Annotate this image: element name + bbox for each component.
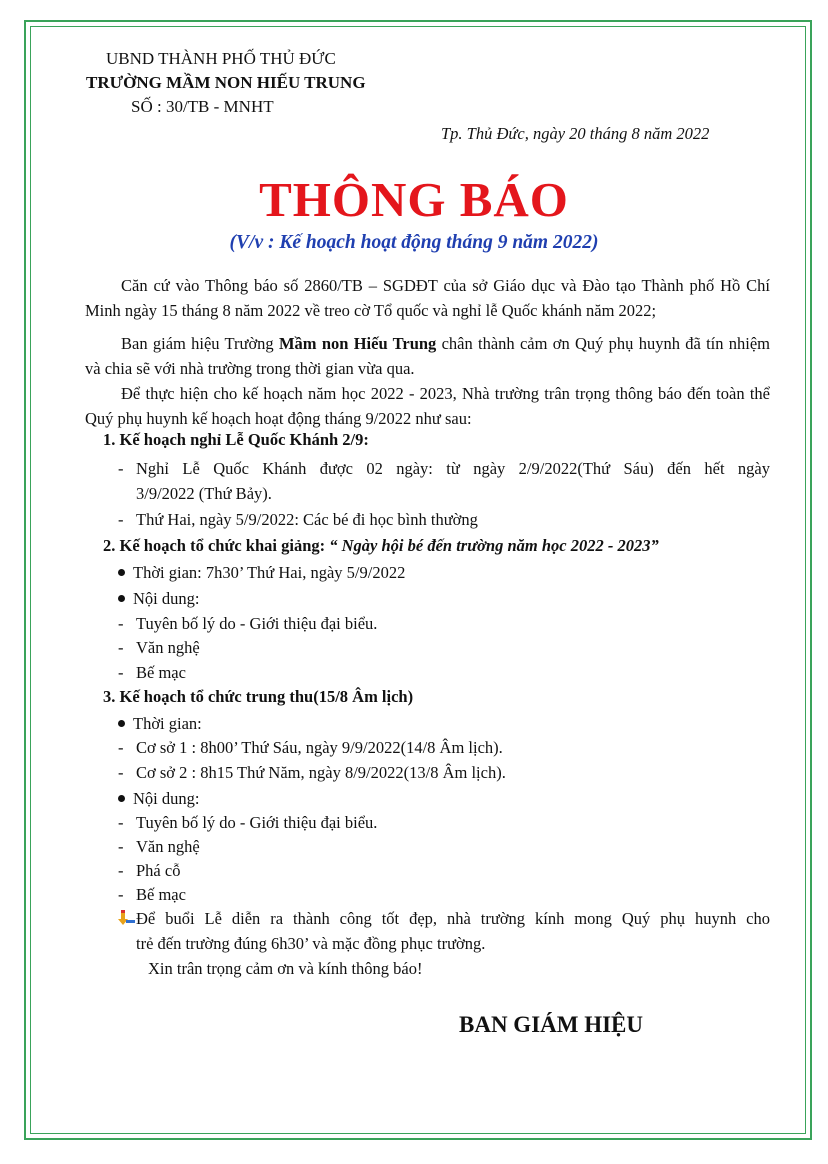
section-2-content-text: Nội dung: — [133, 589, 200, 608]
section-1-heading: 1. Kế hoạch nghỉ Lễ Quốc Khánh 2/9: — [103, 430, 369, 449]
section-2-time — [118, 563, 405, 583]
list-dash: - — [118, 738, 124, 757]
document-number: SỐ : 30/TB - MNHT — [131, 97, 274, 116]
section-3-content — [118, 789, 199, 809]
school-name: TRƯỜNG MẦM NON HIẾU TRUNG — [86, 73, 366, 92]
section-2-heading-italic: “ Ngày hội bé đến trường năm học 2022 - 2023” — [329, 536, 659, 555]
authority-name: UBND THÀNH PHỐ THỦ ĐỨC — [106, 49, 336, 68]
closing-line-1: Để buổi Lễ diễn ra thành công tốt đẹp, nhà trường kính mong Quý phụ huynh cho — [136, 909, 770, 928]
closing-thanks: Xin trân trọng cảm ơn và kính thông báo! — [148, 959, 423, 978]
section-2-item: Tuyên bố lý do - Giới thiệu đại biểu. — [136, 614, 378, 633]
page-subtitle: (V/v : Kế hoạch hoạt động tháng 9 năm 2022) — [229, 232, 599, 253]
section-3-item: Bế mạc — [136, 885, 186, 904]
section-2-heading-bold: 2. Kế hoạch tổ chức khai giảng: — [103, 536, 330, 555]
section-2-item: Bế mạc — [136, 663, 186, 682]
bullet-dot-icon — [118, 795, 125, 802]
section-3-time-item: Cơ sở 2 : 8h15 Thứ Năm, ngày 8/9/2022(13/8 Âm lịch). — [136, 763, 506, 782]
list-dash: - — [118, 459, 124, 478]
closing-line-2: trẻ đến trường đúng 6h30’ và mặc đồng phục trường. — [136, 934, 486, 953]
paragraph-1: Căn cứ vào Thông báo số 2860/TB – SGDĐT của sở Giáo dục và Đào tạo Thành phố Hồ Chí Minh ngày 15 tháng 8 năm 2022 về treo cờ Tổ quốc và nghỉ lễ Quốc khánh năm 2022; — [85, 276, 770, 320]
section-1-item-2: Thứ Hai, ngày 5/9/2022: Các bé đi học bình thường — [136, 510, 478, 529]
section-3-content-text: Nội dung: — [133, 789, 200, 808]
page-title: THÔNG BÁO — [259, 172, 569, 227]
section-2-heading — [103, 536, 659, 556]
list-dash: - — [118, 638, 124, 657]
school-name-inline: Mầm non Hiếu Trung — [278, 334, 437, 353]
section-2-content — [118, 589, 199, 609]
bullet-dot-icon — [118, 720, 125, 727]
section-3-item: Tuyên bố lý do - Giới thiệu đại biểu. — [136, 813, 378, 832]
section-3-item: Phá cỗ — [136, 861, 181, 880]
signature-title: BAN GIÁM HIỆU — [459, 1012, 644, 1037]
section-1-item-1: Nghỉ Lễ Quốc Khánh được 02 ngày: từ ngày 2/9/2022(Thứ Sáu) đến hết ngày — [136, 459, 770, 478]
list-dash: - — [118, 813, 124, 832]
section-3-item: Văn nghệ — [136, 837, 200, 856]
section-3-time-text: Thời gian: — [133, 714, 202, 733]
list-dash: - — [118, 614, 124, 633]
bullet-dot-icon — [118, 569, 125, 576]
list-dash: - — [118, 885, 124, 904]
list-dash: - — [118, 663, 124, 682]
bullet-dot-icon — [118, 595, 125, 602]
section-3-time-item: Cơ sở 1 : 8h00’ Thứ Sáu, ngày 9/9/2022(14/8 Âm lịch). — [136, 738, 503, 757]
list-dash: - — [118, 763, 124, 782]
section-3-heading: 3. Kế hoạch tổ chức trung thu(15/8 Âm lịch) — [103, 687, 414, 706]
arrow-bullet-icon — [117, 908, 137, 928]
paragraph-2-text-b: chân thành cảm ơn Quý phụ huynh đã tín nhiệm và chia sẽ với nhà trường trong thời gian vừa qua. — [85, 334, 771, 378]
paragraph-2-text-a: Ban giám hiệu Trường — [121, 334, 279, 353]
list-dash: - — [118, 837, 124, 856]
section-3-time — [118, 714, 202, 734]
section-2-time-text: Thời gian: 7h30’ Thứ Hai, ngày 5/9/2022 — [133, 563, 406, 582]
paragraph-2 — [85, 331, 770, 381]
paragraph-3: Để thực hiện cho kế hoạch năm học 2022 - 2023, Nhà trường trân trọng thông báo đến toàn thể Quý phụ huynh kế hoạch hoạt động tháng 9/2022 như sau: — [85, 384, 770, 428]
section-1-item-1-cont: 3/9/2022 (Thứ Bảy). — [136, 484, 272, 503]
list-dash: - — [118, 861, 124, 880]
document-date: Tp. Thủ Đức, ngày 20 tháng 8 năm 2022 — [441, 124, 710, 143]
list-dash: - — [118, 510, 124, 529]
section-2-item: Văn nghệ — [136, 638, 200, 657]
